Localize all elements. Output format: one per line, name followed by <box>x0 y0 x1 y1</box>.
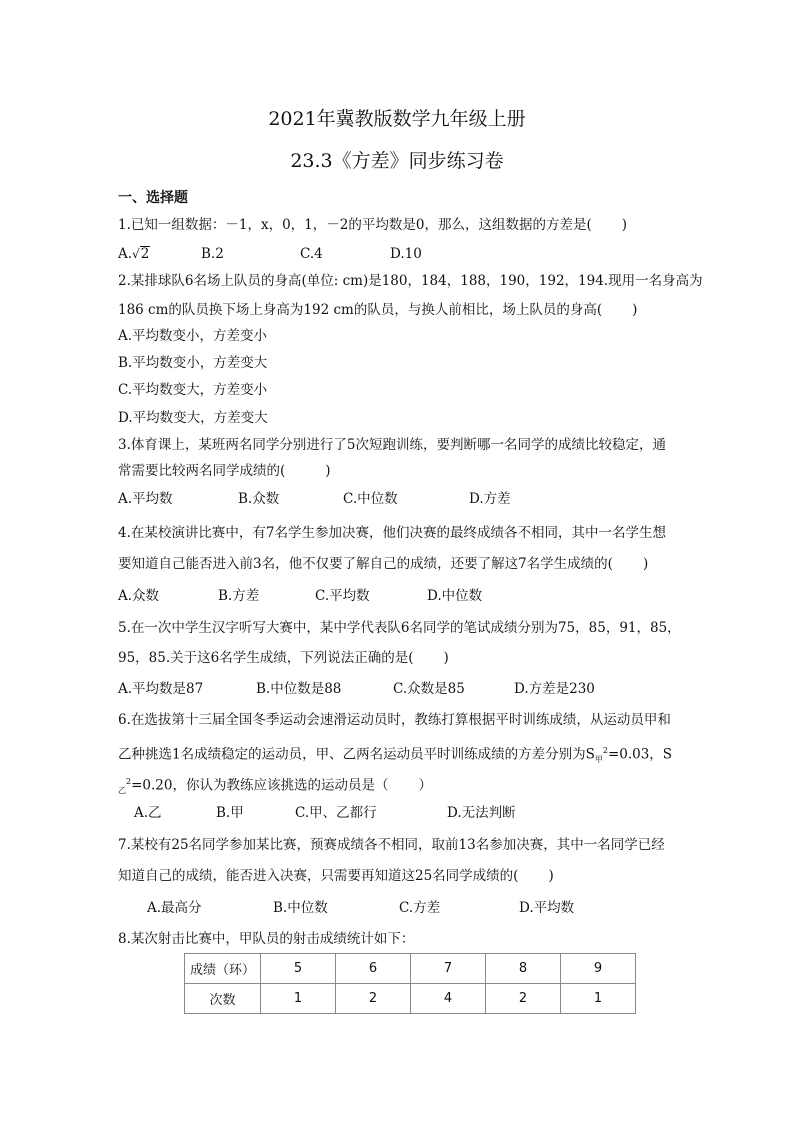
table-cell: 1 <box>261 984 336 1014</box>
q3-stem-line2: 常需要比较两名同学成绩的( ) <box>118 463 331 479</box>
q3-option-d: D.方差 <box>469 491 511 507</box>
q6-stem-line1: 6.在选拔第十三届全国冬季运动会速滑运动员时，教练打算根据平时训练成绩，从运动员甲和 <box>118 712 671 728</box>
q4-option-b: B.方差 <box>218 588 260 604</box>
table-cell: 7 <box>411 954 486 984</box>
q4-option-a: A.众数 <box>118 588 160 604</box>
q2-option-d: D.平均数变大，方差变大 <box>118 410 268 426</box>
q1-stem: 1.已知一组数据：－1，x，0，1，－2的平均数是0，那么，这组数据的方差是( ) <box>118 217 627 233</box>
q2-option-b: B.平均数变小，方差变大 <box>118 355 268 371</box>
q6-stem-line2: 乙种挑选1名成绩稳定的运动员，甲、乙两名运动员平时训练成绩的方差分别为$S_甲^2=0.03$，S <box>118 746 673 765</box>
q1-option-b: B.2 <box>201 246 224 262</box>
q3-option-a: A.平均数 <box>118 491 173 507</box>
q5-option-d: D.方差是230 <box>514 681 595 697</box>
q4-option-d: D.中位数 <box>427 588 483 604</box>
table-row <box>185 954 636 984</box>
table-cell: 6 <box>336 954 411 984</box>
q7-option-b: B.中位数 <box>273 900 328 916</box>
table-cell: 2 <box>336 984 411 1014</box>
q3-stem-line1: 3.体育课上，某班两名同学分别进行了5次短跑训练，要判断哪一名同学的成绩比较稳定，通 <box>118 437 666 453</box>
q7-option-d: D.平均数 <box>519 900 575 916</box>
score-table <box>184 953 636 1014</box>
table-row-header: 成绩（环） <box>185 954 261 984</box>
q4-option-c: C.平均数 <box>315 588 370 604</box>
page-title: 2021年冀教版数学九年级上册 <box>268 108 526 130</box>
q7-stem-line1: 7.某校有25名同学参加某比赛，预赛成绩各不相同，取前13名参加决赛，其中一名同学已经 <box>118 837 665 853</box>
q7-option-c: C.方差 <box>399 900 441 916</box>
q1-option-d: D.10 <box>390 246 422 262</box>
q1-option-a: A.√2 <box>118 246 150 262</box>
table-cell: 5 <box>261 954 336 984</box>
q5-option-c: C.众数是85 <box>393 681 465 697</box>
q6-option-d: D.无法判断 <box>447 805 516 821</box>
q7-option-a: A.最高分 <box>147 900 202 916</box>
section-heading: 一、选择题 <box>118 190 188 206</box>
q5-option-b: B.中位数是88 <box>256 681 342 697</box>
table-row <box>185 984 636 1014</box>
q4-stem-line2: 要知道自己能否进入前3名，他不仅要了解自己的成绩，还要了解这7名学生成绩的( ) <box>118 556 649 572</box>
q6-option-c: C.甲、乙都行 <box>295 805 377 821</box>
q8-stem: 8.某次射击比赛中，甲队员的射击成绩统计如下： <box>118 931 415 947</box>
page-subtitle: 23.3《方差》同步练习卷 <box>290 150 504 172</box>
table-cell: 2 <box>486 984 561 1014</box>
q2-option-a: A.平均数变小，方差变小 <box>118 328 268 344</box>
q5-option-a: A.平均数是87 <box>118 681 204 697</box>
q4-stem-line1: 4.在某校演讲比赛中，有7名学生参加决赛，他们决赛的最终成绩各不相同，其中一名学生想 <box>118 525 666 541</box>
table-cell: 8 <box>486 954 561 984</box>
q6-option-a: A.乙 <box>134 805 162 821</box>
q2-stem-line2: 186 cm的队员换下场上身高为192 cm的队员，与换人前相比，场上队员的身高( ) <box>118 302 638 318</box>
q2-stem-line1: 2.某排球队6名场上队员的身高(单位: cm)是180，184，188，190，192，194.现用一名身高为 <box>118 273 703 289</box>
q1-options <box>118 245 150 263</box>
q6-stem-line3: $_乙^2$=0.20，你认为教练应该挑选的运动员是（ ） <box>118 777 432 796</box>
q5-stem-line1: 5.在一次中学生汉字听写大赛中，某中学代表队6名同学的笔试成绩分别为75，85，91，85， <box>118 620 681 636</box>
q3-option-c: C.中位数 <box>343 491 398 507</box>
table-row-header: 次数 <box>185 984 261 1014</box>
q6-option-b: B.甲 <box>216 805 244 821</box>
q2-option-c: C.平均数变大，方差变小 <box>118 382 268 398</box>
q3-option-b: B.众数 <box>238 491 280 507</box>
table-cell: 1 <box>561 984 636 1014</box>
q7-stem-line2: 知道自己的成绩，能否进入决赛，只需要再知道这25名同学成绩的( ) <box>118 868 554 884</box>
q5-stem-line2: 95，85.关于这6名学生成绩，下列说法正确的是( ) <box>118 650 449 666</box>
table-cell: 4 <box>411 984 486 1014</box>
table-cell: 9 <box>561 954 636 984</box>
q1-option-c: C.4 <box>300 246 323 262</box>
